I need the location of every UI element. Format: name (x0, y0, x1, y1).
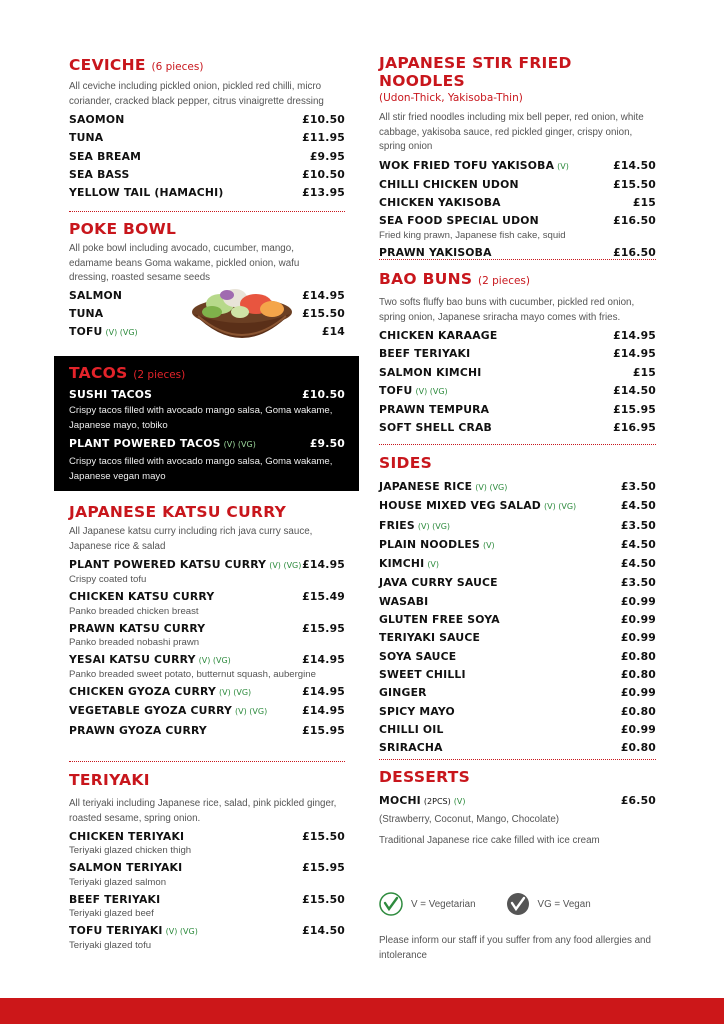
item-name: CHICKEN KARAAGE (379, 329, 498, 342)
menu-list (379, 327, 656, 438)
item-price: £14.95 (302, 288, 345, 302)
item-name: SWEET CHILLI (379, 667, 466, 681)
item-price: £15.95 (302, 723, 345, 737)
item-price: £10.50 (302, 167, 345, 181)
section-title: TACOS (2 pieces) (69, 364, 186, 382)
bao-section (379, 270, 656, 438)
item-price: £0.99 (620, 613, 656, 627)
item-price: £3.50 (620, 576, 656, 590)
menu-list (69, 111, 345, 202)
menu-list (379, 157, 656, 262)
menu-item (379, 345, 656, 363)
menu-item (379, 497, 656, 516)
section-description: All Japanese katsu curry including rich java curry sauce, Japanese rice & salad (69, 526, 313, 552)
item-price: £14.50 (302, 923, 345, 937)
item-note: Crispy tacos filled with avocado mango salsa, Goma wakame, Japanese vegan mayo (69, 455, 333, 482)
dietary-tag: (V) (VG) (415, 386, 448, 396)
dietary-tag: (V) (VG) (543, 502, 577, 512)
item-note: Panko breaded chicken breast (69, 605, 199, 617)
section-description: All ceviche including pickled onion, pickled red chilli, micro coriander, cracked black pepper, citrus vinaigrette dressing (69, 81, 324, 107)
item-note: Teriyaki glazed chicken thigh (69, 845, 192, 857)
vegetarian-leaf-icon (379, 892, 403, 916)
item-note: Panko breaded nobashi prawn (69, 636, 200, 648)
dietary-tag: (V) (VG) (223, 440, 256, 450)
dietary-tag: (V) (427, 560, 440, 570)
item-price: £13.95 (302, 186, 345, 200)
menu-item (379, 536, 656, 555)
item-name: YELLOW TAIL (HAMACHI) (69, 186, 224, 200)
dietary-tag: (V) (VG) (269, 561, 302, 570)
item-note: Fried king prawn, Japanese fish cake, squid (379, 229, 566, 241)
item-price: £0.99 (620, 722, 656, 736)
item-price: £10.50 (302, 388, 345, 401)
section-subtitle: (Udon-Thick, Yakisoba-Thin) (379, 92, 523, 104)
menu-item (379, 419, 656, 437)
item-price: £6.50 (620, 794, 656, 807)
item-price: £14.95 (613, 347, 656, 361)
item-name: JAVA CURRY SAUCE (379, 576, 498, 590)
item-note: Panko breaded sweet potato, butternut squash, aubergine (69, 669, 316, 681)
item-price: £15 (632, 365, 656, 379)
item-name: SALMON KIMCHI (379, 365, 482, 379)
menu-item (379, 666, 656, 684)
section-title: JAPANESE STIR FRIED NOODLES (379, 54, 572, 90)
dietary-tag: (V) (VG) (198, 655, 231, 665)
section-description: All poke bowl including avocado, cucumber, mango, edamame beans Goma wakame, pickled onion, wafu dressing, roasted sesame seeds (69, 243, 300, 283)
item-note: Teriyaki glazed tofu (69, 940, 152, 952)
menu-item (379, 703, 656, 721)
item-price: £15.50 (302, 892, 345, 906)
menu-item (69, 683, 345, 702)
section-title: BAO BUNS (2 pieces) (379, 270, 530, 288)
item-name: SEA BREAM (69, 149, 142, 163)
dietary-tag: (V) (VG) (165, 926, 198, 936)
menu-item (379, 593, 656, 611)
item-price: £14.95 (302, 704, 345, 718)
item-note: Crispy coated tofu (69, 574, 147, 586)
footer-bar (0, 998, 724, 1024)
item-name: WOK FRIED TOFU YAKISOBA (V) (379, 158, 569, 172)
item-name: PRAWN KATSU CURRY (69, 621, 206, 635)
menu-item (69, 435, 345, 454)
item-price: £14 (321, 325, 345, 339)
item-name: SOYA SAUCE (379, 649, 457, 663)
section-title: DESSERTS (379, 768, 471, 786)
vegan-leaf-icon (506, 892, 530, 916)
item-price: £15.50 (302, 830, 345, 843)
divider (379, 259, 656, 260)
item-name: PLAIN NOODLES (V) (379, 537, 495, 551)
divider (379, 444, 656, 445)
item-name: JAPANESE RICE (V) (VG) (379, 480, 508, 493)
item-price: £0.80 (620, 741, 656, 755)
menu-item (379, 382, 656, 401)
item-price: £4.50 (620, 557, 656, 571)
item-price: £9.95 (309, 149, 345, 163)
menu-list (69, 556, 345, 740)
menu-item (69, 111, 345, 129)
dietary-tag: (V) (557, 161, 569, 171)
item-name: SOFT SHELL CRAB (379, 421, 492, 435)
desserts-section (379, 768, 656, 848)
item-name: PRAWN TEMPURA (379, 403, 490, 417)
menu-item (69, 148, 345, 166)
item-price: £0.99 (620, 594, 656, 608)
item-price: £15.50 (302, 306, 345, 320)
item-name: SUSHI TACOS (69, 388, 153, 401)
item-name: CHILLI CHICKEN UDON (379, 177, 519, 191)
menu-item (69, 702, 345, 721)
dietary-tag: (V) (VG) (475, 483, 508, 492)
item-name: PLANT POWERED TACOS (V) (VG) (69, 437, 256, 451)
divider (69, 211, 345, 212)
dietary-legend (379, 892, 591, 916)
menu-item (379, 478, 656, 497)
katsu-section (69, 503, 345, 740)
item-name: PRAWN YAKISOBA (379, 245, 492, 259)
menu-item (379, 574, 656, 592)
item-price: £0.80 (620, 649, 656, 663)
menu-item (379, 684, 656, 702)
item-price: £14.95 (302, 685, 345, 699)
section-description: Two softs fluffy bao buns with cucumber, pickled red onion, spring onion, Japanese sriracha mayo comes with fries. (379, 297, 635, 323)
menu-item (379, 721, 656, 739)
item-name: CHICKEN KATSU CURRY (69, 590, 215, 604)
menu-item (69, 129, 345, 147)
item-note: Teriyaki glazed salmon (69, 876, 167, 888)
item-name: SPICY MAYO (379, 704, 455, 718)
menu-list (69, 386, 345, 484)
item-name: BEEF TERIYAKI (379, 347, 471, 361)
menu-item (379, 629, 656, 647)
tacos-panel (54, 356, 359, 491)
item-name: TUNA (69, 131, 104, 145)
item-name: FRIES (V) (VG) (379, 518, 451, 532)
item-name: BEEF TERIYAKI (69, 892, 161, 906)
item-price: £15.49 (302, 590, 345, 604)
item-name: CHICKEN TERIYAKI (69, 830, 185, 843)
item-name: KIMCHI (V) (379, 557, 440, 571)
menu-item (69, 722, 345, 740)
menu-item (379, 364, 656, 382)
dietary-tag: (V) (VG) (105, 328, 138, 338)
item-price: £14.50 (613, 383, 656, 397)
item-name: TOFU TERIYAKI (V) (VG) (69, 923, 198, 937)
item-name: GINGER (379, 686, 427, 700)
section-title: TERIYAKI (69, 771, 150, 789)
item-price: £16.95 (613, 421, 656, 435)
section-description: All teriyaki including Japanese rice, salad, pink pickled ginger, roasted sesame, spring onion. (69, 798, 337, 824)
menu-item (69, 184, 345, 202)
dessert-description: Traditional Japanese rice cake filled with ice cream (379, 834, 600, 846)
dietary-tag: (V) (VG) (235, 707, 268, 717)
item-price: £0.99 (620, 631, 656, 645)
menu-item (69, 386, 345, 404)
item-name: VEGETABLE GYOZA CURRY (V) (VG) (69, 704, 268, 718)
section-title: CEVICHE (6 pieces) (69, 56, 204, 74)
item-price: £14.95 (613, 329, 656, 342)
sides-section (379, 454, 656, 757)
menu-item (379, 212, 656, 230)
item-price: £15.50 (613, 177, 656, 191)
section-description: All stir fried noodles including mix bell peper, red onion, white cabbage, yakisoba sauce, red pickled ginger, crispy onion, spring onion (379, 112, 644, 152)
item-price: £0.80 (620, 667, 656, 681)
item-price: £15.95 (302, 861, 345, 875)
item-name: GLUTEN FREE SOYA (379, 613, 500, 627)
ceviche-section (69, 56, 345, 202)
menu-item (379, 176, 656, 194)
item-name: CHILLI OIL (379, 722, 444, 736)
menu-item (379, 327, 656, 345)
item-price: £14.95 (302, 558, 345, 571)
item-name: WASABI (379, 594, 429, 608)
menu-item (379, 611, 656, 629)
legend-vegan: VG = Vegan (537, 898, 591, 910)
item-price: £15.95 (613, 403, 656, 417)
item-name: YESAI KATSU CURRY (V) (VG) (69, 652, 231, 666)
dietary-tag: (V) (VG) (417, 521, 451, 531)
allergy-notice: Please inform our staff if you suffer from any food allergies and intolerance (379, 935, 651, 961)
section-title: SIDES (379, 454, 433, 472)
item-price: £14.95 (302, 652, 345, 666)
divider (69, 761, 345, 762)
item-price: £3.50 (620, 480, 656, 493)
legend-vegetarian: V = Vegetarian (411, 898, 476, 910)
item-note: Teriyaki glazed beef (69, 907, 154, 919)
menu-item (379, 792, 656, 811)
item-name: TUNA (69, 306, 104, 320)
item-price: £16.50 (613, 245, 656, 259)
item-price: £0.80 (620, 704, 656, 718)
menu-item (379, 194, 656, 212)
menu-item (379, 157, 656, 176)
item-price: £0.99 (620, 686, 656, 700)
section-title: POKE BOWL (69, 220, 177, 238)
section-title: JAPANESE KATSU CURRY (69, 503, 287, 521)
poke-bowl-image (190, 282, 294, 352)
item-name: PRAWN GYOZA CURRY (69, 723, 207, 737)
item-price: £15 (632, 196, 656, 210)
noodles-section (379, 54, 656, 262)
item-name: SEA BASS (69, 167, 130, 181)
item-price: £14.50 (613, 158, 656, 172)
divider (379, 759, 656, 760)
menu-item (379, 555, 656, 574)
menu-item (379, 648, 656, 666)
item-name: PLANT POWERED KATSU CURRY (V) (VG) (69, 558, 302, 571)
item-price: £4.50 (620, 537, 656, 551)
item-price: £3.50 (620, 518, 656, 532)
menu-item (379, 401, 656, 419)
menu-list (69, 828, 345, 952)
item-name: SALMON (69, 288, 123, 302)
item-note: Crispy tacos filled with avocado mango salsa, Goma wakame, Japanese mayo, tobiko (69, 405, 333, 432)
menu-item (69, 588, 345, 606)
dessert-flavours: (Strawberry, Coconut, Mango, Chocolate) (379, 814, 560, 826)
item-name: CHICKEN YAKISOBA (379, 196, 501, 210)
item-price: £4.50 (620, 499, 656, 513)
menu-item (69, 166, 345, 184)
item-name: SALMON TERIYAKI (69, 861, 183, 875)
item-price: £16.50 (613, 214, 656, 228)
item-name: MOCHI (2PCS) (V) (379, 794, 466, 807)
item-name: HOUSE MIXED VEG SALAD (V) (VG) (379, 499, 577, 513)
menu-item (379, 739, 656, 757)
menu-item (379, 517, 656, 536)
teriyaki-section (69, 771, 345, 954)
item-name: TOFU (V) (VG) (379, 383, 448, 397)
item-name: SRIRACHA (379, 741, 443, 755)
menu-list (379, 478, 656, 757)
item-price: £15.95 (302, 621, 345, 635)
item-name: SEA FOOD SPECIAL UDON (379, 214, 539, 228)
item-name: SAOMON (69, 113, 125, 126)
item-name: TOFU (V) (VG) (69, 325, 138, 339)
item-name: CHICKEN GYOZA CURRY (V) (VG) (69, 685, 252, 699)
item-price: £9.50 (309, 437, 345, 451)
tacos-section (69, 364, 345, 486)
dietary-tag: (V) (VG) (218, 688, 252, 698)
item-name: TERIYAKI SAUCE (379, 631, 481, 645)
item-price: £10.50 (302, 113, 345, 126)
dietary-tag: (V) (482, 540, 495, 550)
item-price: £11.95 (302, 131, 345, 145)
